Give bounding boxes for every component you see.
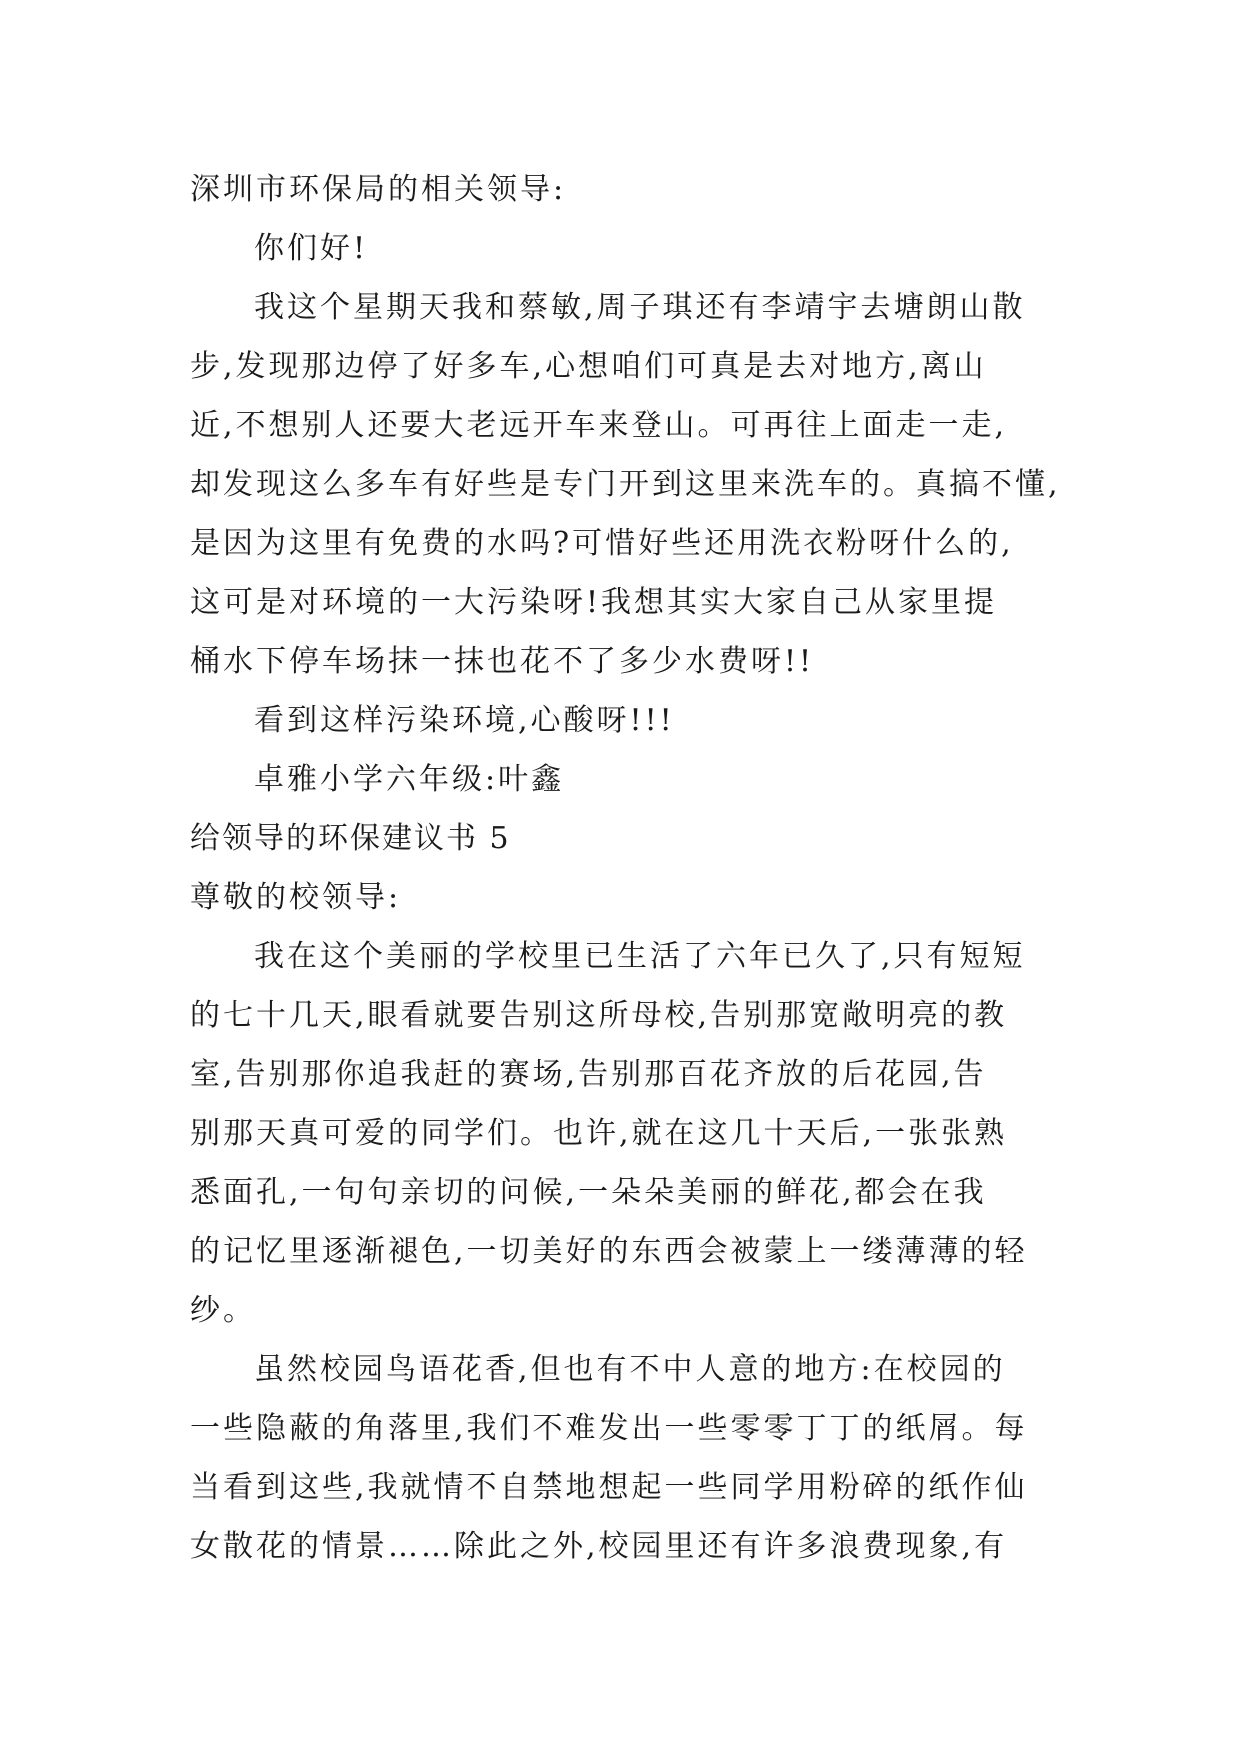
paragraph-line: 我这个星期天我和蔡敏,周子琪还有李靖宇去塘朗山散 — [254, 290, 1026, 325]
signature: 卓雅小学六年级:叶鑫 — [254, 762, 565, 797]
paragraph-line: 是因为这里有免费的水吗?可惜好些还用洗衣粉呀什么的, — [190, 526, 1014, 561]
paragraph-line: 我在这个美丽的学校里已生活了六年已久了,只有短短 — [254, 939, 1026, 974]
paragraph-line: 的七十几天,眼看就要告别这所母校,告别那宽敞明亮的教 — [190, 998, 1008, 1033]
paragraph-line: 悉面孔,一句句亲切的问候,一朵朵美丽的鲜花,都会在我 — [190, 1175, 987, 1210]
paragraph-line: 女散花的情景……除此之外,校园里还有许多浪费现象,有 — [190, 1529, 1008, 1564]
salutation: 尊敬的校领导: — [190, 880, 402, 915]
paragraph-line: 这可是对环境的一大污染呀!我想其实大家自己从家里提 — [190, 585, 998, 620]
document-body — [190, 160, 1070, 1576]
paragraph-line: 看到这样污染环境,心酸呀!!! — [254, 703, 675, 738]
salutation: 深圳市环保局的相关领导: — [190, 172, 567, 207]
paragraph-line: 一些隐蔽的角落里,我们不难发出一些零零丁丁的纸屑。每 — [190, 1411, 1028, 1446]
section-heading: 给领导的环保建议书 5 — [190, 821, 511, 856]
paragraph-line: 室,告别那你追我赶的赛场,告别那百花齐放的后花园,告 — [190, 1057, 987, 1092]
paragraph-line: 近,不想别人还要大老远开车来登山。可再往上面走一走, — [190, 408, 1008, 443]
paragraph-line: 却发现这么多车有好些是专门开到这里来洗车的。真搞不懂, — [190, 467, 1061, 502]
paragraph-line: 别那天真可爱的同学们。也许,就在这几十天后,一张张熟 — [190, 1116, 1008, 1151]
paragraph-line: 步,发现那边停了好多车,心想咱们可真是去对地方,离山 — [190, 349, 987, 384]
paragraph-line: 当看到这些,我就情不自禁地想起一些同学用粉碎的纸作仙 — [190, 1470, 1028, 1505]
greeting: 你们好! — [254, 231, 369, 266]
paragraph-line: 桶水下停车场抹一抹也花不了多少水费呀!! — [190, 644, 815, 679]
paragraph-line: 虽然校园鸟语花香,但也有不中人意的地方:在校园的 — [254, 1352, 1006, 1387]
paragraph-line: 纱。 — [190, 1293, 256, 1328]
paragraph-line: 的记忆里逐渐褪色,一切美好的东西会被蒙上一缕薄薄的轻 — [190, 1234, 1028, 1269]
